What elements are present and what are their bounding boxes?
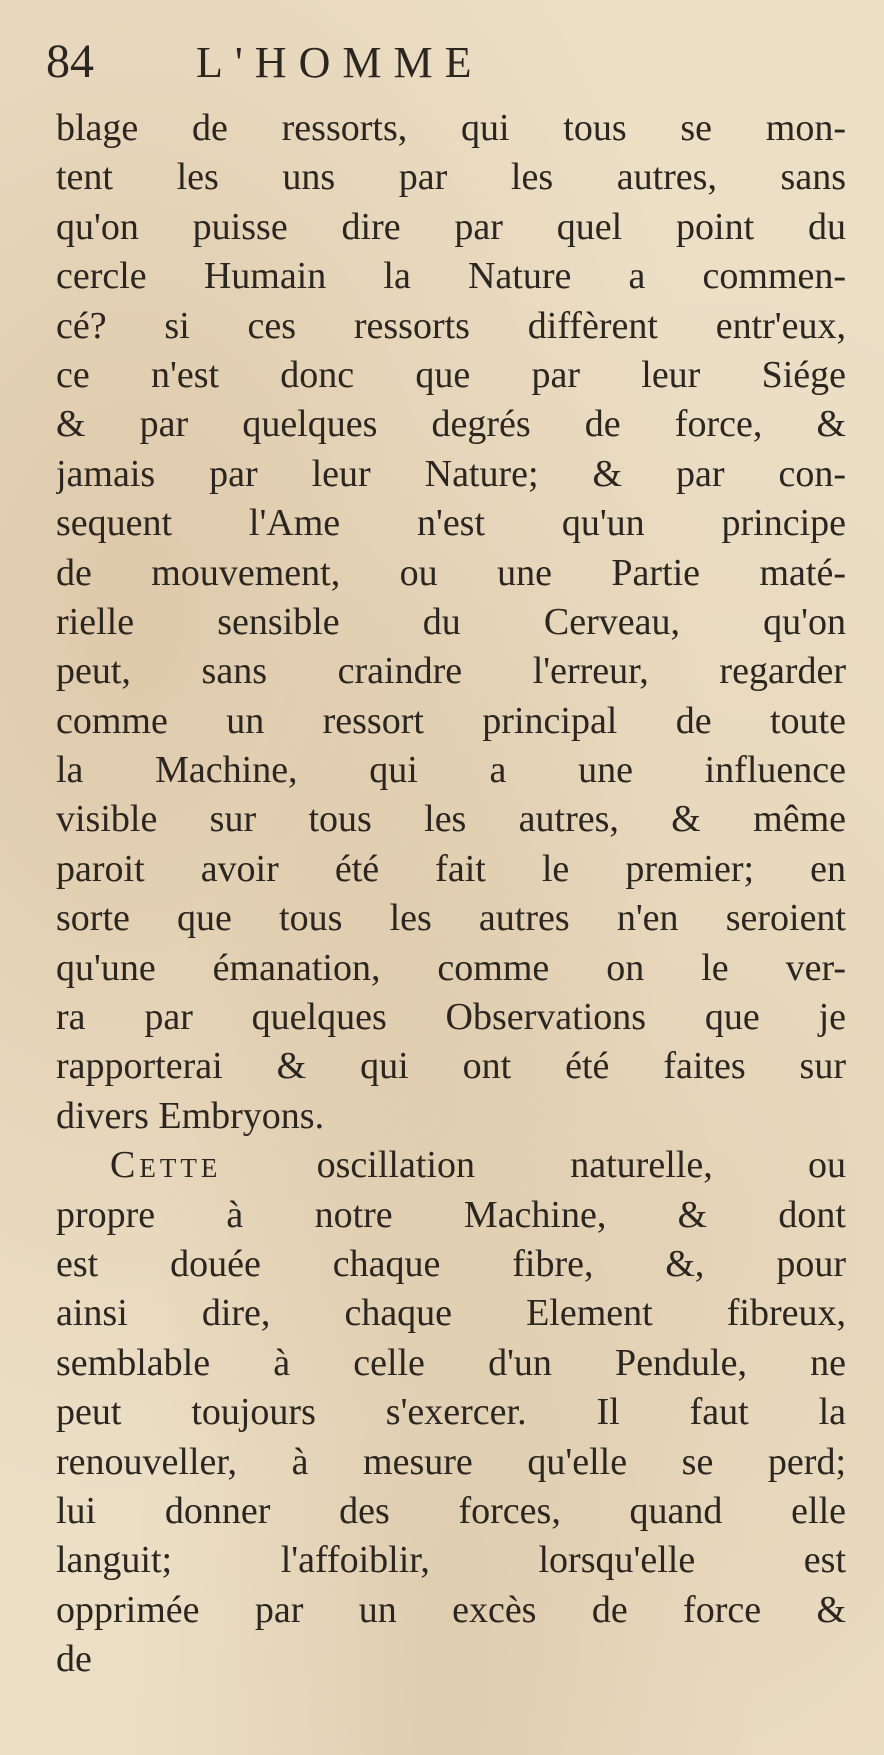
text-line: rielle sensible du Cerveau, qu'on [56,600,846,643]
text-line: sequent l'Ame n'est qu'un principe [56,502,846,545]
small-caps-lead: Cette [110,1144,222,1187]
text-line: renouveller, à mesure qu'elle se perd; [56,1440,846,1483]
text-line: languit; l'affoiblir, lorsqu'elle est [56,1539,846,1582]
text-line: cercle Humain la Nature a commen- [56,255,846,298]
text-line: tent les uns par les autres, sans [56,156,846,199]
text-line: comme un ressort principal de toute [56,699,846,742]
paragraph-1 [56,104,846,1141]
text-line: divers Embryons. [56,1094,325,1137]
body-text [56,104,846,1685]
text-line: sorte que tous les autres n'en seroient [56,897,846,940]
text-line: qu'une émanation, comme on le ver- [56,946,846,989]
running-title: L'HOMME [196,38,484,87]
text-line: de mouvement, ou une Partie maté- [56,551,846,594]
text-line-rest: oscillation naturelle, ou [316,1144,846,1187]
text-line: est douée chaque fibre, &, pour [56,1242,846,1285]
text-line: ainsi dire, chaque Element fibreux, [56,1292,846,1335]
text-line: paroit avoir été fait le premier; en [56,847,846,890]
text-line: opprimée par un excès de force & [56,1588,846,1631]
text-line: semblable à celle d'un Pendule, ne [56,1341,846,1384]
text-line: ra par quelques Observations que je [56,996,846,1039]
text-line: rapporterai & qui ont été faites sur [56,1045,846,1088]
text-line: de [56,1638,92,1681]
text-line: peut toujours s'exercer. Il faut la [56,1391,846,1434]
text-line: blage de ressorts, qui tous se mon- [56,107,846,149]
page-number: 84 [46,35,94,88]
text-line: peut, sans craindre l'erreur, regarder [56,650,846,693]
text-line: propre à notre Machine, & dont [56,1193,846,1236]
text-line: cé? si ces ressorts diffèrent entr'eux, [56,304,846,347]
text-line: jamais par leur Nature; & par con- [56,452,846,495]
text-line [56,1141,846,1190]
text-line: visible sur tous les autres, & même [56,798,846,841]
text-line: la Machine, qui a une influence [56,749,846,792]
paragraph-2 [56,1141,846,1684]
text-line: & par quelques degrés de force, & [56,403,846,446]
text-line: lui donner des forces, quand elle [56,1489,846,1532]
page-header [46,34,844,106]
text-line: ce n'est donc que par leur Siége [56,353,846,396]
text-line: qu'on puisse dire par quel point du [56,205,846,248]
